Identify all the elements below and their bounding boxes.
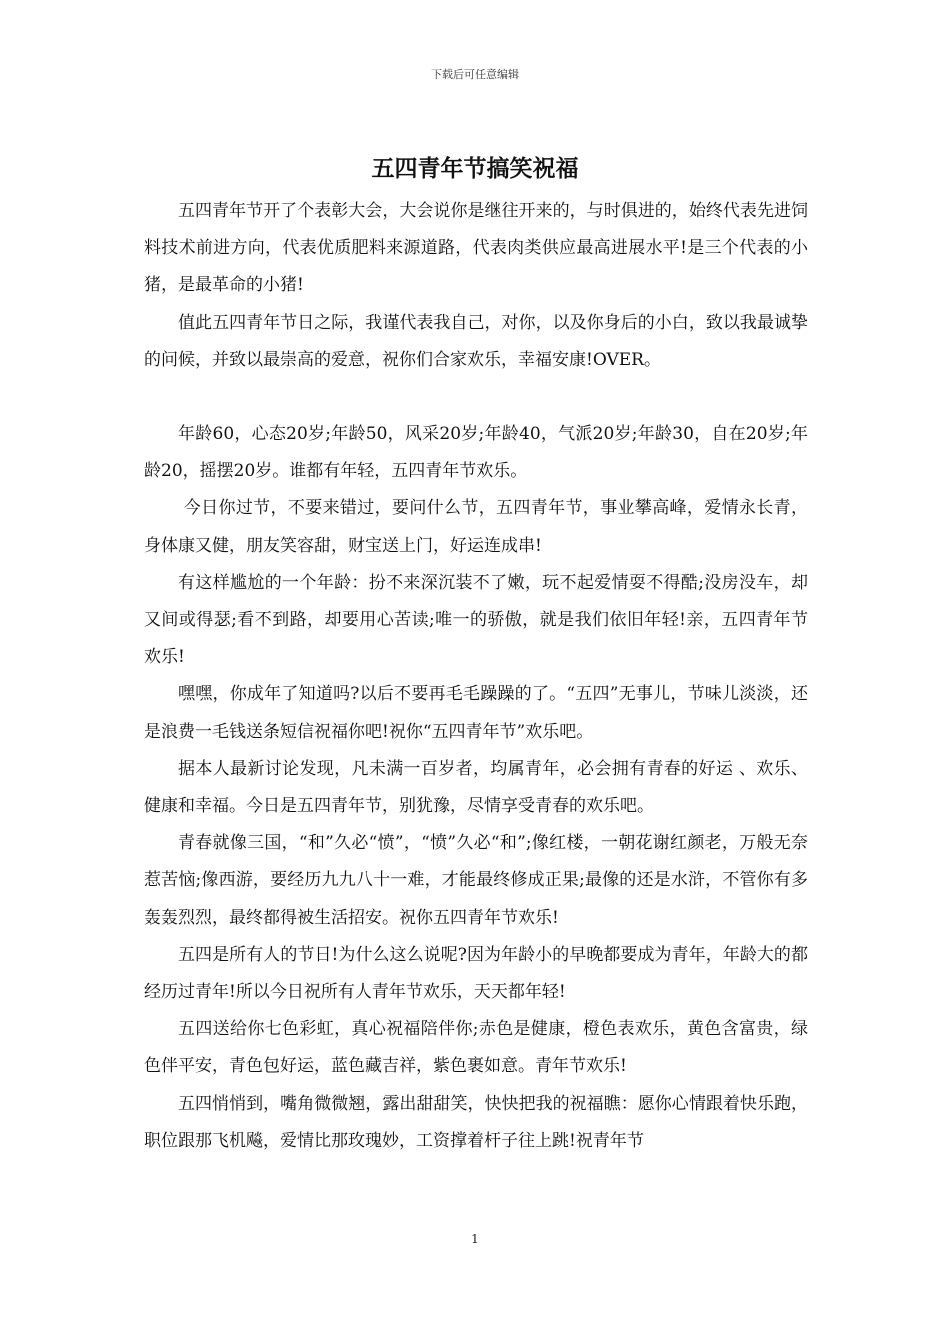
paragraph: 青春就像三国，“和”久必“愤”，“愤”久必“和”;像红楼，一朝花谢红颜老，万般无奈惹苦恼;像西游，要经历九九八十一难，才能最终修成正果;最像的还是水浒，不管你有多轰轰烈烈，最终都得被生活招安。祝你五四青年节欢乐! bbox=[144, 833, 808, 928]
paragraph: 五四青年节开了个表彰大会，大会说你是继往开来的，与时俱进的，始终代表先进饲料技术前进方向，代表优质肥料来源道路，代表肉类供应最高进展水平!是三个代表的小猪，是最革命的小猪! bbox=[144, 201, 808, 296]
blank-line bbox=[144, 379, 808, 416]
paragraph: 五四是所有人的节日!为什么这么说呢?因为年龄小的早晚都要成为青年，年龄大的都经历过青年!所以今日祝所有人青年节欢乐，天天都年轻! bbox=[144, 944, 808, 1003]
document-title: 五四青年节搞笑祝福 bbox=[371, 155, 579, 182]
document-body bbox=[144, 193, 808, 1160]
paragraph: 五四悄悄到，嘴角微微翘，露出甜甜笑，快快把我的祝福瞧：愿你心情跟着快乐跑，职位跟那飞机飚，爱情比那玫瑰妙，工资撑着杆子往上跳!祝青年节 bbox=[144, 1093, 808, 1151]
paragraph: 值此五四青年节日之际，我谨代表我自己，对你，以及你身后的小白，致以我最诚挚的问候，并致以最崇高的爱意，祝你们合家欢乐，幸福安康!OVER。 bbox=[144, 312, 808, 370]
page-number: 1 bbox=[471, 1232, 479, 1246]
paragraph: 年龄60，心态20岁;年龄50，风采20岁;年龄40，气派20岁;年龄30，自在20岁;年龄20，摇摆20岁。谁都有年轻，五四青年节欢乐。 bbox=[144, 424, 808, 482]
paragraph: 今日你过节，不要来错过，要问什么节，五四青年节，事业攀高峰，爱情永长青，身体康又健，朋友笑容甜，财宝送上门，好运连成串! bbox=[144, 498, 809, 556]
paragraph: 有这样尴尬的一个年龄：扮不来深沉装不了嫩，玩不起爱情耍不得酷;没房没车，却又间或得瑟;看不到路，却要用心苦读;唯一的骄傲，就是我们依旧年轻!亲，五四青年节欢乐! bbox=[144, 572, 808, 668]
paragraph: 五四送给你七色彩虹，真心祝福陪伴你;赤色是健康，橙色表欢乐，黄色含富贵，绿色伴平安，青色包好运，蓝色藏吉祥，紫色裹如意。青年节欢乐! bbox=[144, 1019, 808, 1077]
header-note: 下载后可任意编辑 bbox=[431, 68, 519, 81]
paragraph: 嘿嘿，你成年了知道吗?以后不要再毛毛躁躁的了。“五四”无事儿，节味儿淡淡，还是浪费一毛钱送条短信祝福你吧!祝你“五四青年节”欢乐吧。 bbox=[144, 684, 808, 742]
paragraph: 据本人最新讨论发现，凡未满一百岁者，均属青年，必会拥有青春的好运 、欢乐、健康和幸福。今日是五四青年节，别犹豫，尽情享受青春的欢乐吧。 bbox=[144, 758, 808, 817]
